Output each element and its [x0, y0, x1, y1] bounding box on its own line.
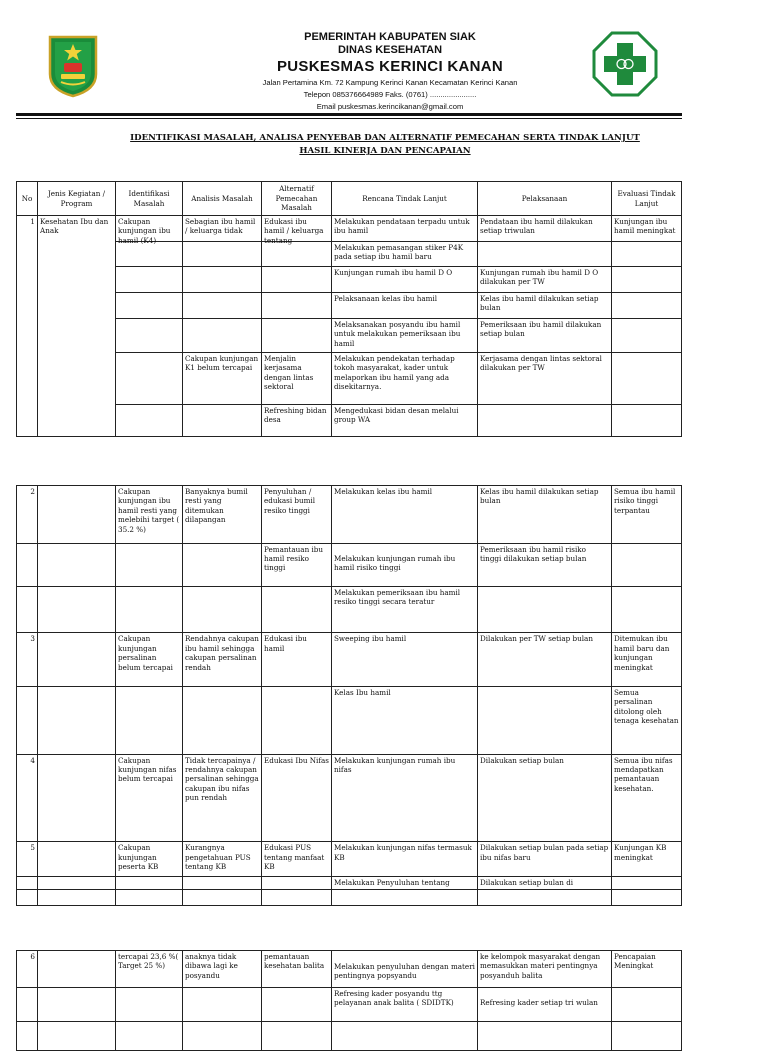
cell-rencana: Sweeping ibu hamil — [332, 633, 478, 687]
institution-name: PUSKESMAS KERINCI KANAN — [276, 58, 504, 75]
table-row — [17, 889, 682, 905]
cell-rencana: Melakukan Penyuluhan tentang — [334, 877, 450, 887]
table-row — [17, 353, 682, 405]
table-row — [17, 633, 682, 687]
cell-alternatif: Refreshing bidan desa — [262, 405, 332, 437]
cell-no: 1 — [17, 216, 38, 437]
cell-analisis: Cakupan kunjungan K1 belum tercapai — [183, 353, 262, 405]
cell-analisis: Sebagian ibu hamil / keluarga tidak — [185, 217, 256, 236]
siak-regency-emblem-icon — [47, 34, 99, 98]
cell-pelaksanaan: Kelas ibu hamil dilakukan setiap bulan — [478, 486, 612, 544]
cell-no: 4 — [17, 754, 38, 842]
table-row — [17, 216, 682, 242]
cell-identifikasi: Cakupan kunjungan nifas belum tercapai — [116, 754, 183, 842]
cell-rencana: Melakukan pendataan terpadu untuk ibu hamil — [332, 216, 478, 242]
department-name: DINAS KESEHATAN — [337, 44, 443, 56]
cell-alternatif: Edukasi ibu hamil — [262, 633, 332, 687]
col-header-evaluasi: Evaluasi Tindak Lanjut — [612, 182, 682, 216]
title-line-2: HASIL KINERJA DAN PENCAPAIAN — [299, 146, 471, 156]
cell-rencana: Melaksanakan posyandu ibu hamil untuk melakukan pemeriksaan ibu hamil — [332, 319, 478, 353]
col-header-identifikasi: Identifikasi Masalah — [116, 182, 183, 216]
cell-no: 5 — [17, 842, 38, 876]
cell-analisis: Rendahnya cakupan ibu hamil sehingga cakupan persalinan rendah — [185, 634, 259, 672]
col-header-analisis: Analisis Masalah — [183, 182, 262, 216]
table-row — [17, 876, 682, 889]
cell-pelaksanaan: Pendataan ibu hamil dilakukan setiap triwulan — [478, 216, 612, 242]
letterhead-rule-thick — [16, 113, 682, 116]
email-line: Email puskesmas.kerincikanan@gmail.com — [316, 102, 464, 111]
letterhead — [140, 30, 640, 113]
cell-identifikasi: Cakupan kunjungan ibu hamil resti yang melebihi target ( 35.2 %) — [118, 487, 180, 534]
cell-jenis: Kesehatan Ibu dan Anak — [38, 216, 116, 437]
cell-alternatif: pemantauan kesehatan balita — [262, 951, 332, 988]
cell-rencana: Mengedukasi bidan desan melalui group WA — [332, 405, 478, 437]
table-row — [17, 1022, 682, 1051]
cell-pelaksanaan: Pemeriksaan ibu hamil risiko tinggi dilakukan setiap bulan — [478, 543, 612, 586]
cell-rencana: Kelas Ibu hamil — [332, 686, 478, 754]
cell-no: 2 — [17, 486, 38, 544]
table-row — [17, 543, 682, 586]
cell-pelaksanaan: Dilakukan setiap bulan — [478, 754, 612, 842]
table-block-3 — [16, 950, 682, 1051]
col-header-rencana: Rencana Tindak Lanjut — [332, 182, 478, 216]
cell-rencana: Melakukan kunjungan rumah ibu nifas — [332, 754, 478, 842]
cell-evaluasi: Kunjungan ibu hamil meningkat — [614, 217, 676, 236]
table-block-1 — [16, 181, 682, 437]
cell-pelaksanaan: Kelas ibu hamil dilakukan setiap bulan — [478, 293, 612, 319]
cell-no: 3 — [17, 633, 38, 687]
cell-evaluasi: Semua ibu nifas mendapatkan pemantauan kesehatan. — [612, 754, 682, 842]
table-row — [17, 486, 682, 544]
cell-alternatif: Edukasi Ibu Nifas — [262, 754, 332, 842]
cell-rencana: Melakukan pendekatan terhadap tokoh masyarakat, kader untuk melaporkan ibu hamil yang ada disekitarnya. — [332, 353, 478, 405]
cell-analisis: Banyaknya bumil resti yang ditemukan dilapangan — [183, 486, 262, 544]
cell-pelaksanaan: Refresing kader setiap tri wulan — [480, 998, 598, 1007]
cell-rencana: Refresing kader posyandu ttg pelayanan anak balita ( SDIDTK) — [332, 988, 478, 1022]
col-header-jenis: Jenis Kegiatan / Program — [38, 182, 116, 216]
cell-alternatif: Menjalin kerjasama dengan lintas sektoral — [262, 353, 332, 405]
cell-rencana: Melakukan penyuluhan dengan materi pentingnya popsyandu — [334, 962, 475, 981]
table-row — [17, 754, 682, 842]
table-row — [17, 586, 682, 632]
cell-evaluasi: Pencapaian Meningkat — [612, 951, 682, 988]
cell-identifikasi: Cakupan kunjungan ibu hamil (K4) — [118, 217, 171, 245]
cell-alternatif: Penyuluhan / edukasi bumil resiko tinggi — [262, 486, 332, 544]
cell-alternatif: Edukasi ibu hamil / keluarga tentang — [264, 217, 324, 245]
document-title — [40, 132, 730, 158]
cell-rencana: Melakukan pemeriksaan ibu hamil resiko tinggi secara teratur — [332, 586, 478, 632]
cell-analisis: Tidak tercapainya / rendahnya cakupan persalinan sehingga cakupan ibu nifas pun rendah — [185, 755, 259, 803]
cell-pelaksanaan: Dilakukan setiap bulan di — [480, 877, 574, 887]
cell-evaluasi: Kunjungan KB meningkat — [612, 842, 682, 876]
cell-analisis: anaknya tidak dibawa lagi ke posyandu — [183, 951, 262, 988]
cell-identifikasi: Cakupan kunjungan peserta KB — [116, 842, 183, 876]
cell-rencana: Melakukan kunjungan nifas termasuk KB — [332, 842, 478, 876]
letterhead-rule-thin — [16, 118, 682, 119]
cell-rencana: Melakukan kelas ibu hamil — [332, 486, 478, 544]
table-row — [17, 319, 682, 353]
cell-evaluasi: Ditemukan ibu hamil baru dan kunjungan meningkat — [614, 634, 670, 672]
table-row — [17, 267, 682, 293]
cell-rencana: Melakukan kunjungan rumah ibu hamil risiko tinggi — [334, 553, 456, 572]
col-header-no: No — [17, 182, 38, 216]
cell-alternatif: Edukasi PUS tentang manfaat KB — [262, 842, 332, 876]
cell-pelaksanaan: ke kelompok masyarakat dengan memasukkan materi pentingnya posyanduh balita — [478, 951, 612, 988]
col-header-alternatif: Alternatif Pemecahan Masalah — [262, 182, 332, 216]
cell-evaluasi: Semua ibu hamil risiko tinggi terpantau — [612, 486, 682, 544]
address-line: Jalan Pertamina Km. 72 Kampung Kerinci Kanan Kecamatan Kerinci Kanan — [262, 78, 518, 87]
puskesmas-green-cross-icon — [592, 31, 658, 97]
cell-pelaksanaan: Kerjasama dengan lintas sektoral dilakukan per TW — [478, 353, 612, 405]
cell-rencana: Kunjungan rumah ibu hamil D O — [332, 267, 478, 293]
cell-alternatif: Pemantauan ibu hamil resiko tinggi — [262, 543, 332, 586]
cell-identifikasi: tercapai 23,6 %( Target 25 %) — [116, 951, 183, 988]
government-name: PEMERINTAH KABUPATEN SIAK — [304, 31, 476, 43]
table-row — [17, 293, 682, 319]
table-row — [17, 405, 682, 437]
cell-analisis: Kurangnya pengetahuan PUS tentang KB — [183, 842, 262, 876]
table-row — [17, 842, 682, 876]
cell-evaluasi: Semua persalinan ditolong oleh tenaga kesehatan — [612, 686, 682, 754]
cell-no: 6 — [17, 951, 38, 988]
table-row — [17, 686, 682, 754]
table-row — [17, 951, 682, 988]
phone-line: Telepon 085376664989 Faks. (0761) ...................... — [303, 90, 477, 99]
table-block-2 — [16, 485, 682, 906]
cell-pelaksanaan: Dilakukan setiap bulan pada setiap ibu nifas baru — [478, 842, 612, 876]
cell-identifikasi: Cakupan kunjungan persalinan belum tercapai — [118, 634, 173, 672]
table-header-row — [17, 182, 682, 216]
cell-pelaksanaan: Kunjungan rumah ibu hamil D O dilakukan per TW — [478, 267, 612, 293]
table-row — [17, 988, 682, 1022]
title-line-1: IDENTIFIKASI MASALAH, ANALISA PENYEBAB DAN ALTERNATIF PEMECAHAN SERTA TINDAK LANJUT — [130, 133, 640, 143]
cell-rencana: Pelaksanaan kelas ibu hamil — [332, 293, 478, 319]
col-header-pelaksanaan: Pelaksanaan — [478, 182, 612, 216]
cell-pelaksanaan: Dilakukan per TW setiap bulan — [478, 633, 612, 687]
cell-rencana: Melakukan pemasangan stiker P4K pada setiap ibu hamil baru — [332, 242, 478, 267]
table-row — [17, 242, 682, 267]
cell-pelaksanaan: Pemeriksaan ibu hamil dilakukan setiap bulan — [478, 319, 612, 353]
